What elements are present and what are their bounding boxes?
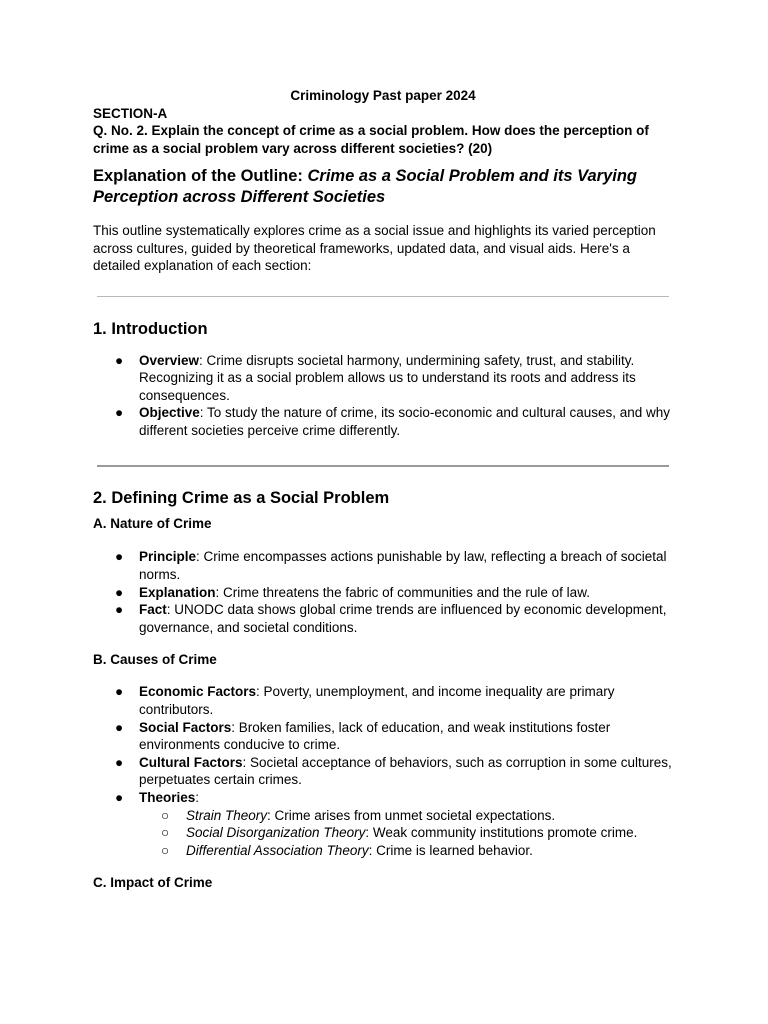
list-item xyxy=(93,842,673,860)
bullet-icon: ● xyxy=(115,405,124,421)
question-text: Q. No. 2. Explain the concept of crime as a social problem. How does the perception of crime as a social problem vary across different societies? (20) xyxy=(93,123,649,156)
list-item xyxy=(93,584,673,602)
item-text: : Broken families, lack of education, and weak institutions foster environments conducive to crime. xyxy=(139,719,611,753)
item-text: : UNODC data shows global crime trends are influenced by economic development, governance, and societal conditions. xyxy=(139,602,667,635)
nature-of-crime-heading: A. Nature of Crime xyxy=(93,516,212,532)
circle-bullet-icon: ○ xyxy=(161,825,170,841)
list-item xyxy=(93,404,673,439)
theory-text: : Crime arises from unmet societal expectations. xyxy=(267,807,556,823)
list-item xyxy=(93,352,673,405)
theory-name: Strain Theory xyxy=(186,807,268,823)
theory-name: Social Disorganization Theory xyxy=(186,825,366,841)
item-term: Economic Factors xyxy=(139,684,257,700)
introduction-heading: 1. Introduction xyxy=(93,319,208,338)
bullet-icon: ● xyxy=(115,602,124,618)
list-item xyxy=(93,789,673,859)
theory-text: : Weak community institutions promote crime. xyxy=(365,825,638,841)
item-term: Principle xyxy=(139,549,197,565)
bullet-icon: ● xyxy=(115,754,124,770)
item-term: Objective xyxy=(139,405,200,421)
document-page xyxy=(93,87,673,891)
causes-of-crime-heading: B. Causes of Crime xyxy=(93,652,217,668)
item-text: : Crime disrupts societal harmony, undermining safety, trust, and stability. Recognizing it as a social problem allows us to understand its roots and address its consequences. xyxy=(139,352,636,403)
circle-bullet-icon: ○ xyxy=(161,807,170,823)
list-item xyxy=(93,824,673,842)
section-label: SECTION-A xyxy=(93,106,168,121)
outline-heading xyxy=(93,166,673,208)
section-divider xyxy=(97,296,669,297)
item-text: : To study the nature of crime, its socio-economic and cultural causes, and why different societies perceive crime differently. xyxy=(139,405,671,438)
list-item xyxy=(93,807,673,825)
item-term: Overview xyxy=(139,352,200,368)
bullet-icon: ● xyxy=(115,584,124,600)
bullet-icon: ● xyxy=(115,352,124,368)
list-item xyxy=(93,719,673,754)
bullet-icon: ● xyxy=(115,549,124,565)
item-text: : Crime encompasses actions punishable by law, reflecting a breach of societal norms. xyxy=(139,549,667,583)
nature-list xyxy=(93,548,673,636)
outline-heading-italic: Crime as a Social Problem and its Varying Perception across Different Societies xyxy=(93,167,638,206)
list-item xyxy=(93,601,673,636)
impact-of-crime-heading: C. Impact of Crime xyxy=(93,875,213,891)
theory-name: Differential Association Theory xyxy=(186,842,369,858)
bullet-icon: ● xyxy=(115,684,124,700)
item-term: Social Factors xyxy=(139,719,232,735)
item-text: : Poverty, unemployment, and income inequality are primary contributors. xyxy=(139,684,615,718)
bullet-icon: ● xyxy=(115,790,124,805)
theory-text: : Crime is learned behavior. xyxy=(368,842,533,858)
document-title: Criminology Past paper 2024 xyxy=(290,88,476,103)
circle-bullet-icon: ○ xyxy=(161,842,170,858)
section-divider xyxy=(97,465,669,467)
bullet-icon: ● xyxy=(115,719,124,735)
item-term: Theories xyxy=(139,790,196,805)
list-item xyxy=(93,548,673,583)
item-text: : Societal acceptance of behaviors, such as corruption in some cultures, perpetuates certain crimes. xyxy=(139,754,672,788)
item-term: Explanation xyxy=(139,584,216,600)
causes-list xyxy=(93,683,673,859)
intro-paragraph: This outline systematically explores crime as a social issue and highlights its varied perception across cultures, guided by theoretical frameworks, updated data, and visual aids. Here's a detailed explanation of each section: xyxy=(93,223,656,273)
item-text: : Crime threatens the fabric of communities and the rule of law. xyxy=(215,584,590,600)
outline-heading-plain: Explanation of the Outline: xyxy=(93,167,308,185)
introduction-list xyxy=(93,352,673,440)
theories-list xyxy=(93,807,673,860)
list-item xyxy=(93,754,673,789)
list-item xyxy=(93,683,673,718)
item-text: : xyxy=(195,790,200,805)
item-term: Fact xyxy=(139,602,167,618)
item-term: Cultural Factors xyxy=(139,754,243,770)
defining-crime-heading: 2. Defining Crime as a Social Problem xyxy=(93,489,390,508)
